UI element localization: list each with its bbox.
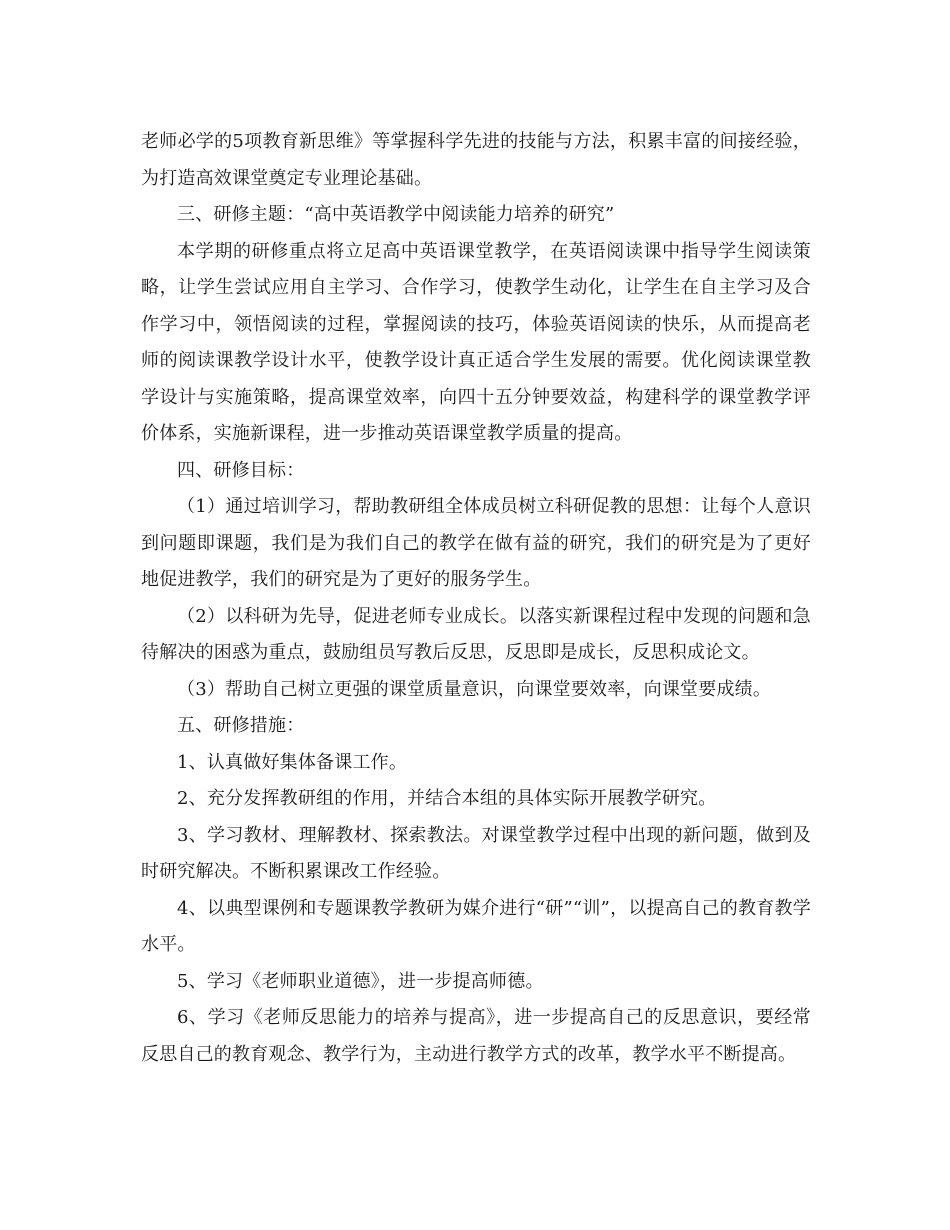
- paragraph-research-focus: 本学期的研修重点将立足高中英语课堂教学，在英语阅读课中指导学生阅读策略，让学生尝试应用自主学习、合作学习，使教学生动化，让学生在自主学习及合作学习中，领悟阅读的过程，掌握阅读的技巧，体验英语阅读的快乐，从而提高老师的阅读课教学设计水平，使教学设计真正适合学生发展的需要。优化阅读课堂教学设计与实施策略，提高课堂效率，向四十五分钟要效益，构建科学的课堂教学评价体系，实施新课程，进一步推动英语课堂教学质量的提高。: [141, 240, 811, 444]
- measure-item-6: 6、学习《老师反思能力的培养与提高》，进一步提高自己的反思意识，要经常反思自己的教育观念、教学行为，主动进行教学方式的改革，教学水平不断提高。: [141, 1007, 811, 1065]
- goal-item-1: （1）通过培训学习，帮助教研组全体成员树立科研促教的思想：让每个人意识到问题即课题，我们是为我们自己的教学在做有益的研究，我们的研究是为了更好地促进教学，我们的研究是为了更好的服务学生。: [141, 496, 811, 590]
- heading-research-measures: 五、研修措施：: [177, 715, 305, 736]
- heading-research-theme: 三、研修主题：“高中英语教学中阅读能力培养的研究”: [177, 204, 615, 225]
- measure-item-4: 4、以典型课例和专题课教学教研为媒介进行“研”“训”，以提高自己的教育教学水平。: [141, 897, 811, 955]
- goal-item-3: （3）帮助自己树立更强的课堂质量意识，向课堂要效率，向课堂要成绩。: [177, 678, 772, 700]
- measure-item-1: 1、认真做好集体备课工作。: [177, 751, 408, 773]
- goal-item-2: （2）以科研为先导，促进老师专业成长。以落实新课程过程中发现的问题和急待解决的困惑为重点，鼓励组员写教后反思，反思即是成长，反思积成论文。: [141, 605, 811, 663]
- heading-research-goals: 四、研修目标：: [177, 459, 305, 481]
- measure-item-5: 5、学习《老师职业道德》，进一步提高师德。: [177, 970, 544, 992]
- paragraph-continuation: 老师必学的5项教育新思维》等掌握科学先进的技能与方法，积累丰富的间接经验，为打造高效课堂奠定专业理论基础。: [141, 131, 811, 189]
- document-body: [141, 124, 811, 1073]
- measure-item-2: 2、充分发挥教研组的作用，并结合本组的具体实际开展教学研究。: [177, 788, 717, 809]
- measure-item-3: 3、学习教材、理解教材、探索教法。对课堂教学过程中出现的新问题，做到及时研究解决。不断积累课改工作经验。: [141, 824, 811, 882]
